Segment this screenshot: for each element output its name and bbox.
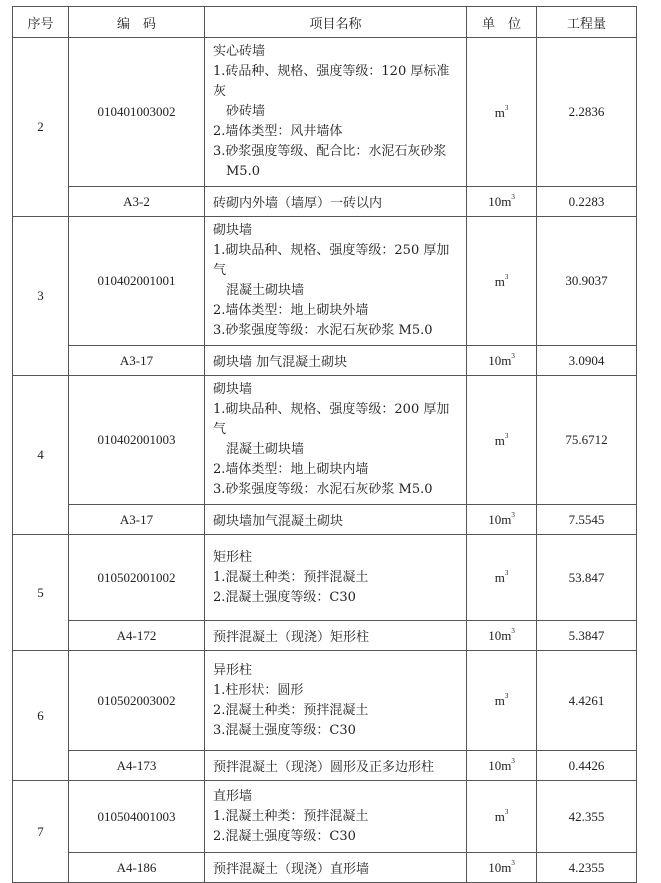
sub-qty: 0.2283 [537, 187, 637, 217]
item-code: 010502001002 [69, 535, 205, 621]
desc-line: 砌块墙 [213, 223, 253, 238]
table-row [13, 535, 637, 621]
sub-unit [467, 621, 537, 651]
desc-line: 砂砖墙 [226, 104, 266, 119]
desc-line: 2.墙体类型：地上砌块外墙 [213, 303, 369, 318]
sub-qty: 0.4426 [537, 751, 637, 781]
desc-line: 1.混凝土种类：预拌混凝土 [213, 808, 369, 824]
item-description [205, 781, 467, 853]
item-description [205, 376, 467, 505]
desc-line: 2.墙体类型：地上砌块内墙 [213, 462, 369, 477]
row-seq: 4 [13, 376, 69, 535]
unit-text: 10m [488, 353, 512, 368]
sub-unit [467, 505, 537, 535]
sub-name: 预拌混凝土（现浇）圆形及正多边形柱 [205, 751, 467, 781]
sub-code: A4-173 [69, 751, 205, 781]
item-unit [467, 217, 537, 346]
header-qty: 工程量 [537, 7, 637, 38]
desc-line: 异形柱 [213, 662, 253, 678]
item-qty: 30.9037 [537, 217, 637, 346]
table-subrow [13, 505, 637, 535]
unit-sup: 3 [511, 757, 515, 765]
item-qty: 53.847 [537, 535, 637, 621]
header-row [13, 7, 637, 38]
item-unit [467, 781, 537, 853]
desc-line: 2.墙体类型：风井墙体 [213, 124, 343, 139]
desc-line: 混凝土砌块墙 [226, 283, 305, 298]
item-code: 010504001003 [69, 781, 205, 853]
table-row [13, 651, 637, 751]
desc-line: 3.砂浆强度等级、配合比：水泥石灰砂浆 [213, 144, 447, 159]
table-subrow [13, 751, 637, 781]
header-unit: 单 位 [467, 7, 537, 38]
unit-sup: 3 [511, 511, 515, 519]
sub-unit [467, 187, 537, 217]
header-seq: 序号 [13, 7, 69, 38]
desc-line: 1.柱形状：圆形 [213, 682, 304, 698]
row-seq: 2 [13, 38, 69, 217]
desc-line: M5.0 [226, 164, 260, 179]
sub-name: 砌块墙 加气混凝土砌块 [205, 346, 467, 376]
unit-sup: 3 [504, 272, 509, 281]
desc-line: 3.砂浆强度等级：水泥石灰砂浆 M5.0 [213, 323, 433, 338]
table-row [13, 38, 637, 187]
header-code: 编 码 [69, 7, 205, 38]
unit-sup: 3 [511, 627, 515, 635]
item-code: 010402001001 [69, 217, 205, 346]
unit-text: 10m [488, 860, 512, 875]
desc-line: 2.混凝土种类：预拌混凝土 [213, 702, 369, 718]
desc-line: 混凝土砌块墙 [226, 442, 305, 457]
unit-sup: 3 [511, 352, 515, 360]
desc-line: 2.混凝土强度等级：C30 [213, 828, 356, 844]
item-code: 010502003002 [69, 651, 205, 751]
item-description [205, 651, 467, 751]
unit-text: m [494, 693, 505, 708]
header-name: 项目名称 [205, 7, 467, 38]
sub-name: 砖砌内外墙（墙厚）一砖以内 [205, 187, 467, 217]
unit-text: m [494, 570, 505, 585]
desc-line: 直形墙 [213, 788, 253, 804]
sub-qty: 7.5545 [537, 505, 637, 535]
unit-text: m [494, 273, 505, 289]
item-qty: 75.6712 [537, 376, 637, 505]
sub-code: A4-186 [69, 853, 205, 883]
sub-qty: 3.0904 [537, 346, 637, 376]
table-subrow [13, 346, 637, 376]
sub-qty: 4.2355 [537, 853, 637, 883]
item-qty: 4.4261 [537, 651, 637, 751]
table-row [13, 781, 637, 853]
row-seq: 3 [13, 217, 69, 376]
desc-line: 1.砖品种、规格、强度等级：120 厚标准灰 [213, 64, 450, 99]
item-code: 010402001003 [69, 376, 205, 505]
desc-line: 砌块墙 [213, 382, 253, 397]
desc-line: 矩形柱 [213, 549, 253, 565]
item-code: 010401003002 [69, 38, 205, 187]
sub-qty: 5.3847 [537, 621, 637, 651]
desc-line: 1.砌块品种、规格、强度等级：200 厚加气 [213, 402, 450, 437]
desc-line: 实心砖墙 [213, 44, 266, 59]
unit-text: 10m [488, 512, 512, 527]
item-description [205, 217, 467, 346]
sub-code: A3-2 [69, 187, 205, 217]
item-description [205, 38, 467, 187]
desc-line: 3.砂浆强度等级：水泥石灰砂浆 M5.0 [213, 482, 433, 497]
sub-unit [467, 853, 537, 883]
unit-sup: 3 [511, 193, 515, 201]
bill-of-quantities-table [12, 6, 637, 883]
row-seq: 6 [13, 651, 69, 781]
sub-unit [467, 346, 537, 376]
sub-name: 砌块墙加气混凝土砌块 [205, 505, 467, 535]
unit-sup: 3 [511, 859, 515, 867]
unit-text: 10m [488, 758, 512, 773]
unit-sup: 3 [504, 569, 509, 577]
sub-code: A3-17 [69, 346, 205, 376]
desc-line: 3.混凝土强度等级：C30 [213, 722, 356, 738]
table-subrow [13, 621, 637, 651]
table-subrow [13, 187, 637, 217]
row-seq: 5 [13, 535, 69, 651]
item-unit [467, 38, 537, 187]
unit-text: m [494, 809, 505, 824]
unit-sup: 3 [504, 808, 509, 816]
desc-line: 1.砌块品种、规格、强度等级：250 厚加气 [213, 243, 450, 278]
sub-unit [467, 751, 537, 781]
desc-line: 2.混凝土强度等级：C30 [213, 589, 356, 605]
unit-text: m [494, 104, 505, 120]
sub-code: A3-17 [69, 505, 205, 535]
row-seq: 7 [13, 781, 69, 883]
desc-line: 1.混凝土种类：预拌混凝土 [213, 569, 369, 585]
unit-text: 10m [488, 628, 512, 643]
item-unit [467, 651, 537, 751]
unit-sup: 3 [504, 103, 509, 112]
item-unit [467, 535, 537, 621]
unit-sup: 3 [504, 692, 509, 700]
item-qty: 2.2836 [537, 38, 637, 187]
table-subrow [13, 853, 637, 883]
table-row [13, 217, 637, 346]
item-unit [467, 376, 537, 505]
item-qty: 42.355 [537, 781, 637, 853]
item-description [205, 535, 467, 621]
sub-name: 预拌混凝土（现浇）矩形柱 [205, 621, 467, 651]
unit-text: 10m [488, 194, 512, 209]
sub-code: A4-172 [69, 621, 205, 651]
unit-text: m [494, 432, 505, 448]
unit-sup: 3 [504, 431, 509, 440]
table-row [13, 376, 637, 505]
sub-name: 预拌混凝土（现浇）直形墙 [205, 853, 467, 883]
